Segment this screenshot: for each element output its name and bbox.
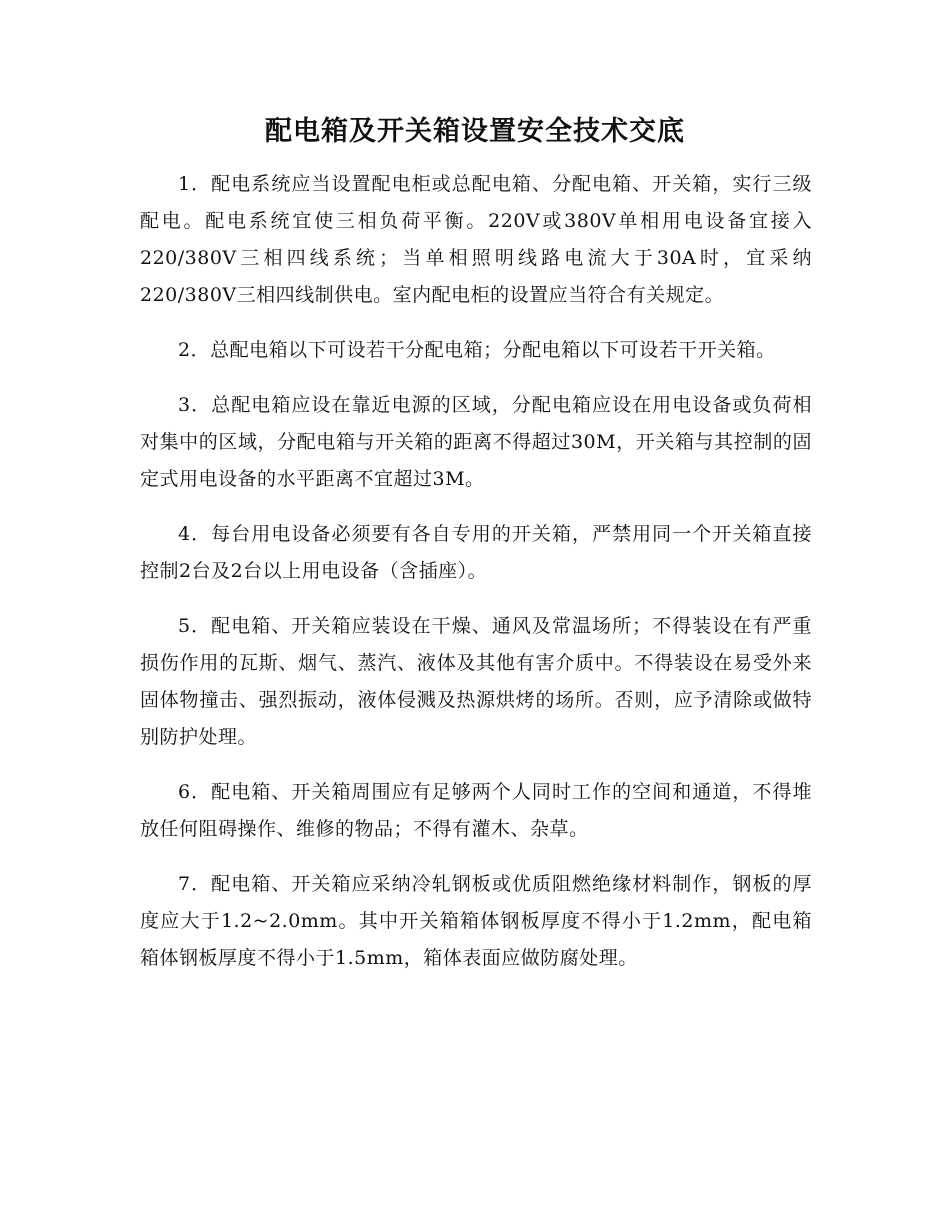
document-title: 配电箱及开关箱设置安全技术交底	[265, 116, 685, 147]
document-body	[140, 166, 812, 995]
paragraph-7: 7．配电箱、开关箱应采纳冷轧钢板或优质阻燃绝缘材料制作，钢板的厚度应大于1.2~2.0mm。其中开关箱箱体钢板厚度不得小于1.2mm，配电箱箱体钢板厚度不得小于1.5mm，箱体表面应做防腐处理。	[140, 873, 812, 969]
paragraph-3: 3．总配电箱应设在靠近电源的区域，分配电箱应设在用电设备或负荷相对集中的区域，分配电箱与开关箱的距离不得超过30M，开关箱与其控制的固定式用电设备的水平距离不宜超过3M。	[140, 394, 812, 490]
paragraph-6: 6．配电箱、开关箱周围应有足够两个人同时工作的空间和通道，不得堆放任何阻碍操作、维修的物品；不得有灌木、杂草。	[140, 781, 812, 840]
paragraph-1: 1．配电系统应当设置配电柜或总配电箱、分配电箱、开关箱，实行三级配电。配电系统宜使三相负荷平衡。220V或380V单相用电设备宜接入220/380V三相四线系统；当单相照明线路电流大于30A时，宜采纳220/380V三相四线制供电。室内配电柜的设置应当符合有关规定。	[140, 173, 812, 306]
paragraph-4: 4．每台用电设备必须要有各自专用的开关箱，严禁用同一个开关箱直接控制2台及2台以上用电设备（含插座）。	[140, 523, 812, 582]
paragraph-2: 2．总配电箱以下可设若干分配电箱；分配电箱以下可设若干开关箱。	[178, 339, 776, 361]
paragraph-5: 5．配电箱、开关箱应装设在干燥、通风及常温场所；不得装设在有严重损伤作用的瓦斯、烟气、蒸汽、液体及其他有害介质中。不得装设在易受外来固体物撞击、强烈振动，液体侵溅及热源烘烤的场所。否则，应予清除或做特别防护处理。	[140, 615, 812, 748]
